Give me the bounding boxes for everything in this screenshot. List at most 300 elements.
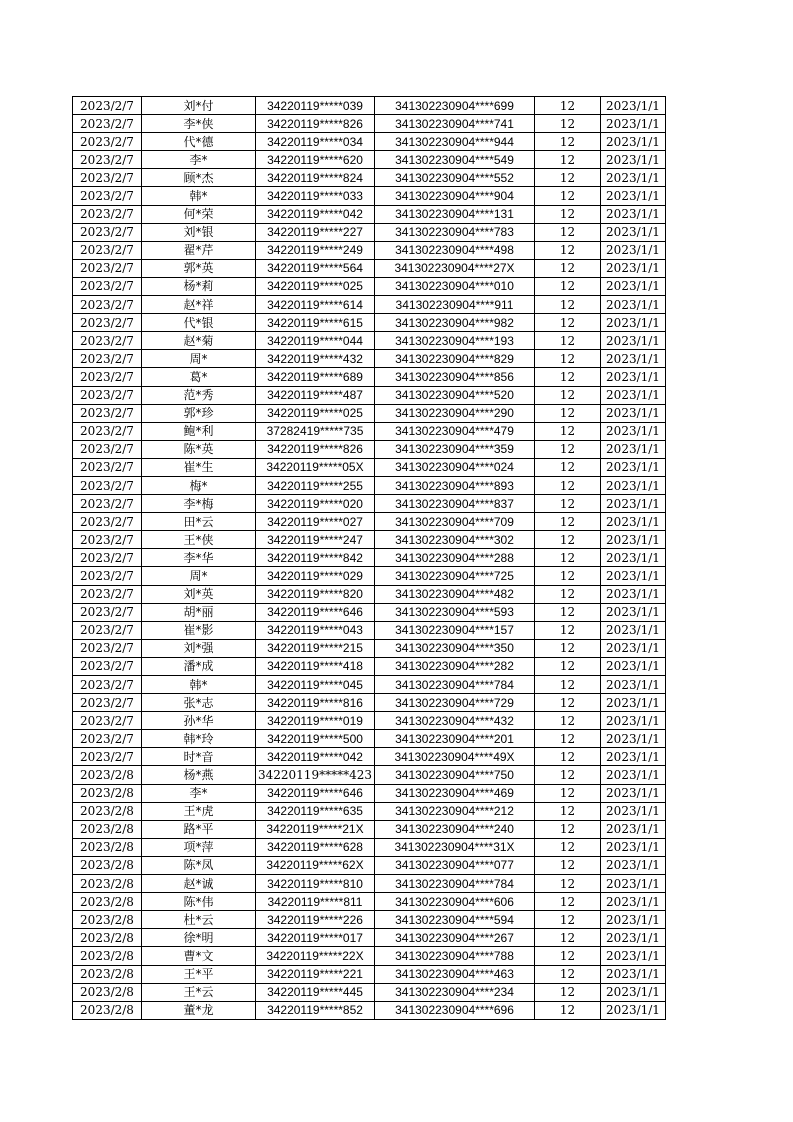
table-row (73, 802, 666, 820)
start-date-cell: 2023/1/1 (601, 947, 666, 965)
name-cell: 周* (142, 567, 256, 585)
card-number-cell: 341302230904****837 (375, 495, 535, 513)
table-row (73, 893, 666, 911)
start-date-cell: 2023/1/1 (601, 241, 666, 259)
card-number-cell: 341302230904****904 (375, 187, 535, 205)
id-number-cell: 34220119*****025 (256, 277, 375, 295)
card-number-cell: 341302230904****784 (375, 875, 535, 893)
start-date-cell: 2023/1/1 (601, 259, 666, 277)
table-row (73, 314, 666, 332)
table-row (73, 983, 666, 1001)
id-number-cell: 34220119*****824 (256, 169, 375, 187)
id-number-cell: 34220119*****689 (256, 368, 375, 386)
card-number-cell: 341302230904****699 (375, 97, 535, 115)
table-row (73, 476, 666, 494)
name-cell: 杨*燕 (142, 766, 256, 784)
id-number-cell: 34220119*****019 (256, 712, 375, 730)
start-date-cell: 2023/1/1 (601, 983, 666, 1001)
id-number-cell: 34220119*****042 (256, 205, 375, 223)
table-row (73, 296, 666, 314)
date-cell: 2023/2/7 (73, 712, 142, 730)
date-cell: 2023/2/7 (73, 205, 142, 223)
id-number-cell: 34220119*****226 (256, 911, 375, 929)
table-row (73, 115, 666, 133)
id-number-cell: 34220119*****615 (256, 314, 375, 332)
card-number-cell: 341302230904****729 (375, 694, 535, 712)
id-number-cell: 34220119*****432 (256, 350, 375, 368)
count-cell: 12 (535, 947, 601, 965)
count-cell: 12 (535, 639, 601, 657)
table-row (73, 458, 666, 476)
count-cell: 12 (535, 856, 601, 874)
date-cell: 2023/2/7 (73, 748, 142, 766)
count-cell: 12 (535, 531, 601, 549)
card-number-cell: 341302230904****520 (375, 386, 535, 404)
id-number-cell: 34220119*****215 (256, 639, 375, 657)
table-row (73, 766, 666, 784)
count-cell: 12 (535, 259, 601, 277)
id-number-cell: 34220119*****810 (256, 875, 375, 893)
count-cell: 12 (535, 965, 601, 983)
date-cell: 2023/2/7 (73, 657, 142, 675)
start-date-cell: 2023/1/1 (601, 567, 666, 585)
table-row (73, 929, 666, 947)
count-cell: 12 (535, 223, 601, 241)
table-row (73, 531, 666, 549)
id-number-cell: 34220119*****025 (256, 404, 375, 422)
start-date-cell: 2023/1/1 (601, 332, 666, 350)
count-cell: 12 (535, 440, 601, 458)
date-cell: 2023/2/8 (73, 911, 142, 929)
id-number-cell: 34220119*****820 (256, 585, 375, 603)
id-number-cell: 34220119*****842 (256, 549, 375, 567)
table-row (73, 676, 666, 694)
count-cell: 12 (535, 350, 601, 368)
card-number-cell: 341302230904****267 (375, 929, 535, 947)
count-cell: 12 (535, 802, 601, 820)
table-row (73, 730, 666, 748)
id-number-cell: 34220119*****826 (256, 115, 375, 133)
card-number-cell: 341302230904****432 (375, 712, 535, 730)
name-cell: 刘*英 (142, 585, 256, 603)
name-cell: 郭*珍 (142, 404, 256, 422)
card-number-cell: 341302230904****911 (375, 296, 535, 314)
date-cell: 2023/2/8 (73, 965, 142, 983)
id-number-cell: 34220119*****635 (256, 802, 375, 820)
card-number-cell: 341302230904****302 (375, 531, 535, 549)
card-number-cell: 341302230904****709 (375, 513, 535, 531)
table-row (73, 694, 666, 712)
card-number-cell: 341302230904****606 (375, 893, 535, 911)
name-cell: 赵*诚 (142, 875, 256, 893)
start-date-cell: 2023/1/1 (601, 133, 666, 151)
id-number-cell: 34220119*****852 (256, 1001, 375, 1019)
date-cell: 2023/2/7 (73, 694, 142, 712)
id-number-cell: 34220119*****027 (256, 513, 375, 531)
name-cell: 郭*英 (142, 259, 256, 277)
start-date-cell: 2023/1/1 (601, 766, 666, 784)
start-date-cell: 2023/1/1 (601, 856, 666, 874)
table-row (73, 223, 666, 241)
start-date-cell: 2023/1/1 (601, 458, 666, 476)
count-cell: 12 (535, 585, 601, 603)
name-cell: 刘*强 (142, 639, 256, 657)
name-cell: 时*音 (142, 748, 256, 766)
start-date-cell: 2023/1/1 (601, 368, 666, 386)
id-number-cell: 34220119*****564 (256, 259, 375, 277)
date-cell: 2023/2/8 (73, 820, 142, 838)
date-cell: 2023/2/7 (73, 476, 142, 494)
card-number-cell: 341302230904****788 (375, 947, 535, 965)
name-cell: 曹*文 (142, 947, 256, 965)
start-date-cell: 2023/1/1 (601, 820, 666, 838)
start-date-cell: 2023/1/1 (601, 495, 666, 513)
name-cell: 顾*杰 (142, 169, 256, 187)
start-date-cell: 2023/1/1 (601, 802, 666, 820)
card-number-cell: 341302230904****240 (375, 820, 535, 838)
name-cell: 何*荣 (142, 205, 256, 223)
count-cell: 12 (535, 911, 601, 929)
table-row (73, 133, 666, 151)
start-date-cell: 2023/1/1 (601, 513, 666, 531)
table-row (73, 657, 666, 675)
date-cell: 2023/2/7 (73, 368, 142, 386)
id-number-cell: 34220119*****029 (256, 567, 375, 585)
card-number-cell: 341302230904****741 (375, 115, 535, 133)
start-date-cell: 2023/1/1 (601, 440, 666, 458)
card-number-cell: 341302230904****359 (375, 440, 535, 458)
id-number-cell: 34220119*****255 (256, 476, 375, 494)
count-cell: 12 (535, 332, 601, 350)
date-cell: 2023/2/8 (73, 802, 142, 820)
count-cell: 12 (535, 97, 601, 115)
table-row (73, 621, 666, 639)
name-cell: 代*银 (142, 314, 256, 332)
count-cell: 12 (535, 1001, 601, 1019)
id-number-cell: 34220119*****05X (256, 458, 375, 476)
name-cell: 王*虎 (142, 802, 256, 820)
table-row (73, 97, 666, 115)
name-cell: 路*平 (142, 820, 256, 838)
id-number-cell: 34220119*****445 (256, 983, 375, 1001)
start-date-cell: 2023/1/1 (601, 603, 666, 621)
card-number-cell: 341302230904****725 (375, 567, 535, 585)
count-cell: 12 (535, 115, 601, 133)
card-number-cell: 341302230904****350 (375, 639, 535, 657)
table-row (73, 440, 666, 458)
card-number-cell: 341302230904****479 (375, 422, 535, 440)
date-cell: 2023/2/7 (73, 332, 142, 350)
table-row (73, 549, 666, 567)
date-cell: 2023/2/7 (73, 639, 142, 657)
count-cell: 12 (535, 621, 601, 639)
id-number-cell: 37282419*****735 (256, 422, 375, 440)
start-date-cell: 2023/1/1 (601, 169, 666, 187)
id-number-cell: 34220119*****221 (256, 965, 375, 983)
count-cell: 12 (535, 151, 601, 169)
count-cell: 12 (535, 386, 601, 404)
card-number-cell: 341302230904****27X (375, 259, 535, 277)
start-date-cell: 2023/1/1 (601, 748, 666, 766)
count-cell: 12 (535, 766, 601, 784)
date-cell: 2023/2/7 (73, 404, 142, 422)
name-cell: 刘*银 (142, 223, 256, 241)
table-row (73, 277, 666, 295)
card-number-cell: 341302230904****893 (375, 476, 535, 494)
card-number-cell: 341302230904****829 (375, 350, 535, 368)
card-number-cell: 341302230904****784 (375, 676, 535, 694)
date-cell: 2023/2/7 (73, 676, 142, 694)
table-row (73, 205, 666, 223)
count-cell: 12 (535, 657, 601, 675)
date-cell: 2023/2/7 (73, 151, 142, 169)
date-cell: 2023/2/7 (73, 115, 142, 133)
name-cell: 韩* (142, 187, 256, 205)
count-cell: 12 (535, 694, 601, 712)
start-date-cell: 2023/1/1 (601, 296, 666, 314)
id-number-cell: 34220119*****418 (256, 657, 375, 675)
start-date-cell: 2023/1/1 (601, 476, 666, 494)
count-cell: 12 (535, 929, 601, 947)
date-cell: 2023/2/8 (73, 1001, 142, 1019)
count-cell: 12 (535, 983, 601, 1001)
card-number-cell: 341302230904****856 (375, 368, 535, 386)
date-cell: 2023/2/7 (73, 531, 142, 549)
name-cell: 董*龙 (142, 1001, 256, 1019)
card-number-cell: 341302230904****549 (375, 151, 535, 169)
start-date-cell: 2023/1/1 (601, 639, 666, 657)
table-row (73, 495, 666, 513)
id-number-cell: 34220119*****227 (256, 223, 375, 241)
id-number-cell: 34220119*****62X (256, 856, 375, 874)
card-number-cell: 341302230904****750 (375, 766, 535, 784)
name-cell: 杜*云 (142, 911, 256, 929)
card-number-cell: 341302230904****157 (375, 621, 535, 639)
card-number-cell: 341302230904****469 (375, 784, 535, 802)
date-cell: 2023/2/7 (73, 187, 142, 205)
date-cell: 2023/2/8 (73, 766, 142, 784)
id-number-cell: 34220119*****020 (256, 495, 375, 513)
count-cell: 12 (535, 676, 601, 694)
date-cell: 2023/2/8 (73, 929, 142, 947)
card-number-cell: 341302230904****288 (375, 549, 535, 567)
date-cell: 2023/2/7 (73, 549, 142, 567)
id-number-cell: 34220119*****249 (256, 241, 375, 259)
date-cell: 2023/2/8 (73, 838, 142, 856)
table-row (73, 639, 666, 657)
count-cell: 12 (535, 133, 601, 151)
date-cell: 2023/2/7 (73, 277, 142, 295)
name-cell: 代*德 (142, 133, 256, 151)
card-number-cell: 341302230904****077 (375, 856, 535, 874)
id-number-cell: 34220119*****811 (256, 893, 375, 911)
name-cell: 韩* (142, 676, 256, 694)
date-cell: 2023/2/7 (73, 422, 142, 440)
count-cell: 12 (535, 603, 601, 621)
start-date-cell: 2023/1/1 (601, 838, 666, 856)
name-cell: 张*志 (142, 694, 256, 712)
table-row (73, 820, 666, 838)
card-number-cell: 341302230904****290 (375, 404, 535, 422)
date-cell: 2023/2/7 (73, 585, 142, 603)
name-cell: 崔*影 (142, 621, 256, 639)
card-number-cell: 341302230904****944 (375, 133, 535, 151)
count-cell: 12 (535, 296, 601, 314)
name-cell: 周* (142, 350, 256, 368)
name-cell: 李* (142, 151, 256, 169)
table-row (73, 585, 666, 603)
name-cell: 李*侠 (142, 115, 256, 133)
name-cell: 田*云 (142, 513, 256, 531)
date-cell: 2023/2/7 (73, 350, 142, 368)
card-number-cell: 341302230904****010 (375, 277, 535, 295)
name-cell: 王*平 (142, 965, 256, 983)
date-cell: 2023/2/8 (73, 856, 142, 874)
start-date-cell: 2023/1/1 (601, 730, 666, 748)
date-cell: 2023/2/7 (73, 386, 142, 404)
card-number-cell: 341302230904****594 (375, 911, 535, 929)
start-date-cell: 2023/1/1 (601, 784, 666, 802)
table-row (73, 603, 666, 621)
id-number-cell: 34220119*****039 (256, 97, 375, 115)
start-date-cell: 2023/1/1 (601, 350, 666, 368)
start-date-cell: 2023/1/1 (601, 965, 666, 983)
card-number-cell: 341302230904****552 (375, 169, 535, 187)
start-date-cell: 2023/1/1 (601, 694, 666, 712)
count-cell: 12 (535, 476, 601, 494)
card-number-cell: 341302230904****024 (375, 458, 535, 476)
date-cell: 2023/2/7 (73, 97, 142, 115)
table-row (73, 875, 666, 893)
id-number-cell: 34220119*****646 (256, 603, 375, 621)
date-cell: 2023/2/7 (73, 621, 142, 639)
card-number-cell: 341302230904****282 (375, 657, 535, 675)
start-date-cell: 2023/1/1 (601, 712, 666, 730)
card-number-cell: 341302230904****131 (375, 205, 535, 223)
start-date-cell: 2023/1/1 (601, 657, 666, 675)
name-cell: 陈*伟 (142, 893, 256, 911)
name-cell: 李*华 (142, 549, 256, 567)
start-date-cell: 2023/1/1 (601, 115, 666, 133)
card-number-cell: 341302230904****593 (375, 603, 535, 621)
table-row (73, 784, 666, 802)
count-cell: 12 (535, 567, 601, 585)
date-cell: 2023/2/7 (73, 314, 142, 332)
id-number-cell: 34220119*****033 (256, 187, 375, 205)
table-row (73, 965, 666, 983)
card-number-cell: 341302230904****234 (375, 983, 535, 1001)
count-cell: 12 (535, 893, 601, 911)
name-cell: 项*萍 (142, 838, 256, 856)
count-cell: 12 (535, 368, 601, 386)
name-cell: 韩*玲 (142, 730, 256, 748)
date-cell: 2023/2/7 (73, 495, 142, 513)
id-number-cell: 34220119*****042 (256, 748, 375, 766)
start-date-cell: 2023/1/1 (601, 531, 666, 549)
count-cell: 12 (535, 422, 601, 440)
id-number-cell: 34220119*****646 (256, 784, 375, 802)
name-cell: 潘*成 (142, 657, 256, 675)
table-row (73, 187, 666, 205)
table-row (73, 1001, 666, 1019)
count-cell: 12 (535, 241, 601, 259)
id-number-cell: 34220119*****21X (256, 820, 375, 838)
date-cell: 2023/2/7 (73, 730, 142, 748)
id-number-cell: 34220119*****614 (256, 296, 375, 314)
date-cell: 2023/2/7 (73, 223, 142, 241)
name-cell: 杨*莉 (142, 277, 256, 295)
count-cell: 12 (535, 838, 601, 856)
start-date-cell: 2023/1/1 (601, 911, 666, 929)
table-row (73, 748, 666, 766)
card-number-cell: 341302230904****49X (375, 748, 535, 766)
count-cell: 12 (535, 495, 601, 513)
data-table (72, 96, 666, 1020)
card-number-cell: 341302230904****696 (375, 1001, 535, 1019)
date-cell: 2023/2/7 (73, 440, 142, 458)
start-date-cell: 2023/1/1 (601, 223, 666, 241)
name-cell: 胡*丽 (142, 603, 256, 621)
count-cell: 12 (535, 314, 601, 332)
table-row (73, 350, 666, 368)
table-row (73, 856, 666, 874)
count-cell: 12 (535, 458, 601, 476)
table-row (73, 259, 666, 277)
table-row (73, 169, 666, 187)
count-cell: 12 (535, 730, 601, 748)
table-row (73, 712, 666, 730)
date-cell: 2023/2/8 (73, 893, 142, 911)
name-cell: 刘*付 (142, 97, 256, 115)
date-cell: 2023/2/7 (73, 296, 142, 314)
table-row (73, 151, 666, 169)
date-cell: 2023/2/8 (73, 784, 142, 802)
id-number-cell: 34220119*****247 (256, 531, 375, 549)
count-cell: 12 (535, 513, 601, 531)
date-cell: 2023/2/8 (73, 983, 142, 1001)
count-cell: 12 (535, 875, 601, 893)
table-row (73, 911, 666, 929)
date-cell: 2023/2/7 (73, 603, 142, 621)
table-row (73, 513, 666, 531)
card-number-cell: 341302230904****201 (375, 730, 535, 748)
id-number-cell: 34220119*****816 (256, 694, 375, 712)
start-date-cell: 2023/1/1 (601, 151, 666, 169)
count-cell: 12 (535, 404, 601, 422)
start-date-cell: 2023/1/1 (601, 621, 666, 639)
start-date-cell: 2023/1/1 (601, 585, 666, 603)
start-date-cell: 2023/1/1 (601, 929, 666, 947)
start-date-cell: 2023/1/1 (601, 277, 666, 295)
date-cell: 2023/2/7 (73, 513, 142, 531)
id-number-cell: 34220119*****043 (256, 621, 375, 639)
name-cell: 范*秀 (142, 386, 256, 404)
id-number-cell: 34220119*****045 (256, 676, 375, 694)
name-cell: 梅* (142, 476, 256, 494)
table-row (73, 332, 666, 350)
id-number-cell: 34220119*****620 (256, 151, 375, 169)
table-row (73, 386, 666, 404)
date-cell: 2023/2/7 (73, 458, 142, 476)
count-cell: 12 (535, 784, 601, 802)
table-row (73, 567, 666, 585)
name-cell: 王*云 (142, 983, 256, 1001)
id-number-cell: 34220119*****487 (256, 386, 375, 404)
table-row (73, 368, 666, 386)
card-number-cell: 341302230904****463 (375, 965, 535, 983)
start-date-cell: 2023/1/1 (601, 187, 666, 205)
name-cell: 崔*生 (142, 458, 256, 476)
